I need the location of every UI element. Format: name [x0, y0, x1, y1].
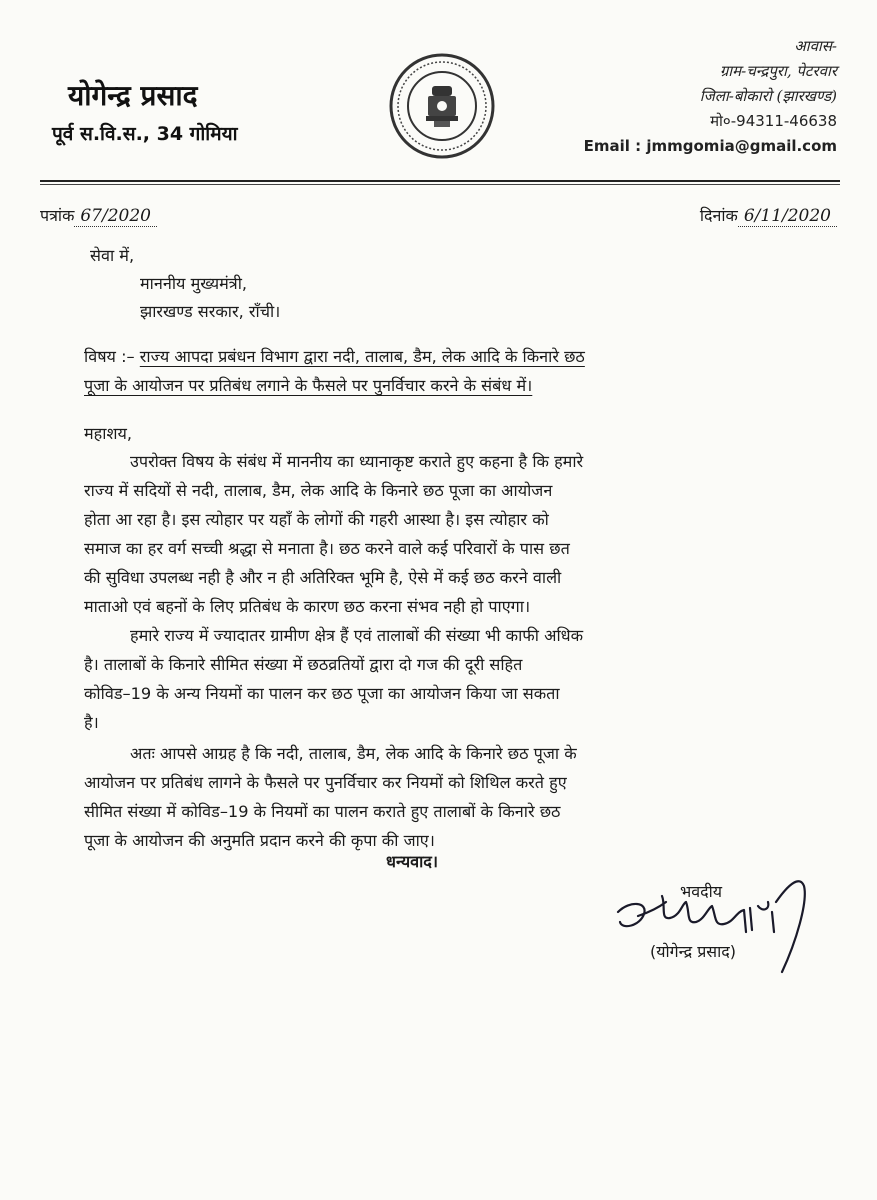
body-line: माताओ एवं बहनों के लिए प्रतिबंध के कारण छठ करना संभव नही हो पाएगा। — [84, 597, 531, 616]
header-divider-thin — [40, 184, 840, 185]
address-line-district: जिला-बोकारो (झारखण्ड) — [699, 87, 837, 105]
date-value: 6/11/2020 — [738, 206, 837, 227]
body-line: कोविड–19 के अन्य नियमों का पालन कर छठ पूजा का आयोजन किया जा सकता — [84, 684, 560, 703]
body-line: पूजा के आयोजन की अनुमति प्रदान करने की कृपा की जाए। — [84, 831, 435, 850]
recipient-line-1: माननीय मुख्यमंत्री, — [140, 274, 248, 293]
body-line: सीमित संख्या में कोविड–19 के नियमों का पालन कराते हुए तालाबों के किनारे छठ — [84, 802, 561, 821]
reference-value: 67/2020 — [74, 206, 157, 227]
greeting: महाशय, — [84, 424, 133, 443]
valediction: भवदीय — [680, 882, 723, 901]
address-label: आवास- — [794, 37, 837, 55]
body-line: है। तालाबों के किनारे सीमित संख्या में छठव्रतियों द्वारा दो गज की दूरी सहित — [84, 655, 523, 674]
reference-number — [40, 204, 157, 226]
sender-address — [537, 34, 837, 159]
subject-line-1 — [84, 345, 585, 367]
body-line: आयोजन पर प्रतिबंध लागने के फैसले पर पुनर्विचार कर नियमों को शिथिल करते हुए — [84, 773, 567, 792]
sender-title: पूर्व स.वि.स., 34 गोमिया — [52, 123, 238, 145]
subject-text-2: पूजा के आयोजन पर प्रतिबंध लगाने के फैसले पर पुनर्विचार करने के संबंध में। — [84, 376, 533, 395]
handwritten-signature — [600, 872, 820, 982]
body-line: अतः आपसे आग्रह है कि नदी, तालाब, डैम, लेक आदि के किनारे छठ पूजा के — [130, 744, 577, 763]
body-line: है। — [84, 713, 99, 732]
thanks-text: धन्यवाद। — [386, 852, 439, 871]
header-divider — [40, 180, 840, 182]
government-seal-icon — [388, 52, 496, 160]
date-label: दिनांक — [699, 206, 738, 225]
address-line-village: ग्राम-चन्द्रपुरा, पेटरवार — [719, 62, 837, 80]
sender-name: योगेन्द्र प्रसाद — [68, 79, 198, 112]
recipient-line-2: झारखण्ड सरकार, राँची। — [140, 302, 281, 321]
subject-label: विषय :– — [84, 347, 135, 366]
body-line: समाज का हर वर्ग सच्ची श्रद्धा से मनाता है। छठ करने वाले कई परिवारों के पास छत — [84, 539, 570, 558]
reference-label: पत्रांक — [40, 206, 75, 225]
body-line: राज्य में सदियों से नदी, तालाब, डैम, लेक आदि के किनारे छठ पूजा का आयोजन — [84, 481, 553, 500]
body-line: उपरोक्त विषय के संबंध में माननीय का ध्यानाकृष्ट कराते हुए कहना है कि हमारे — [130, 452, 584, 471]
signatory-name: (योगेन्द्र प्रसाद) — [650, 942, 737, 961]
mobile-number: मो०-94311-46638 — [710, 112, 837, 130]
recipient-salutation: सेवा में, — [90, 246, 135, 265]
letter-date — [700, 204, 837, 226]
subject-text-1: राज्य आपदा प्रबंधन विभाग द्वारा नदी, तालाब, डैम, लेक आदि के किनारे छठ — [139, 347, 585, 366]
email-address: Email : jmmgomia@gmail.com — [583, 137, 837, 155]
body-line: की सुविधा उपलब्ध नही है और न ही अतिरिक्त भूमि है, ऐसे में कई छठ करने वाली — [84, 568, 562, 587]
body-line: होता आ रहा है। इस त्योहार पर यहाँ के लोगों की गहरी आस्था है। इस त्योहार को — [84, 510, 549, 529]
body-line: हमारे राज्य में ज्यादातर ग्रामीण क्षेत्र हैं एवं तालाबों की संख्या भी काफी अधिक — [130, 626, 584, 645]
